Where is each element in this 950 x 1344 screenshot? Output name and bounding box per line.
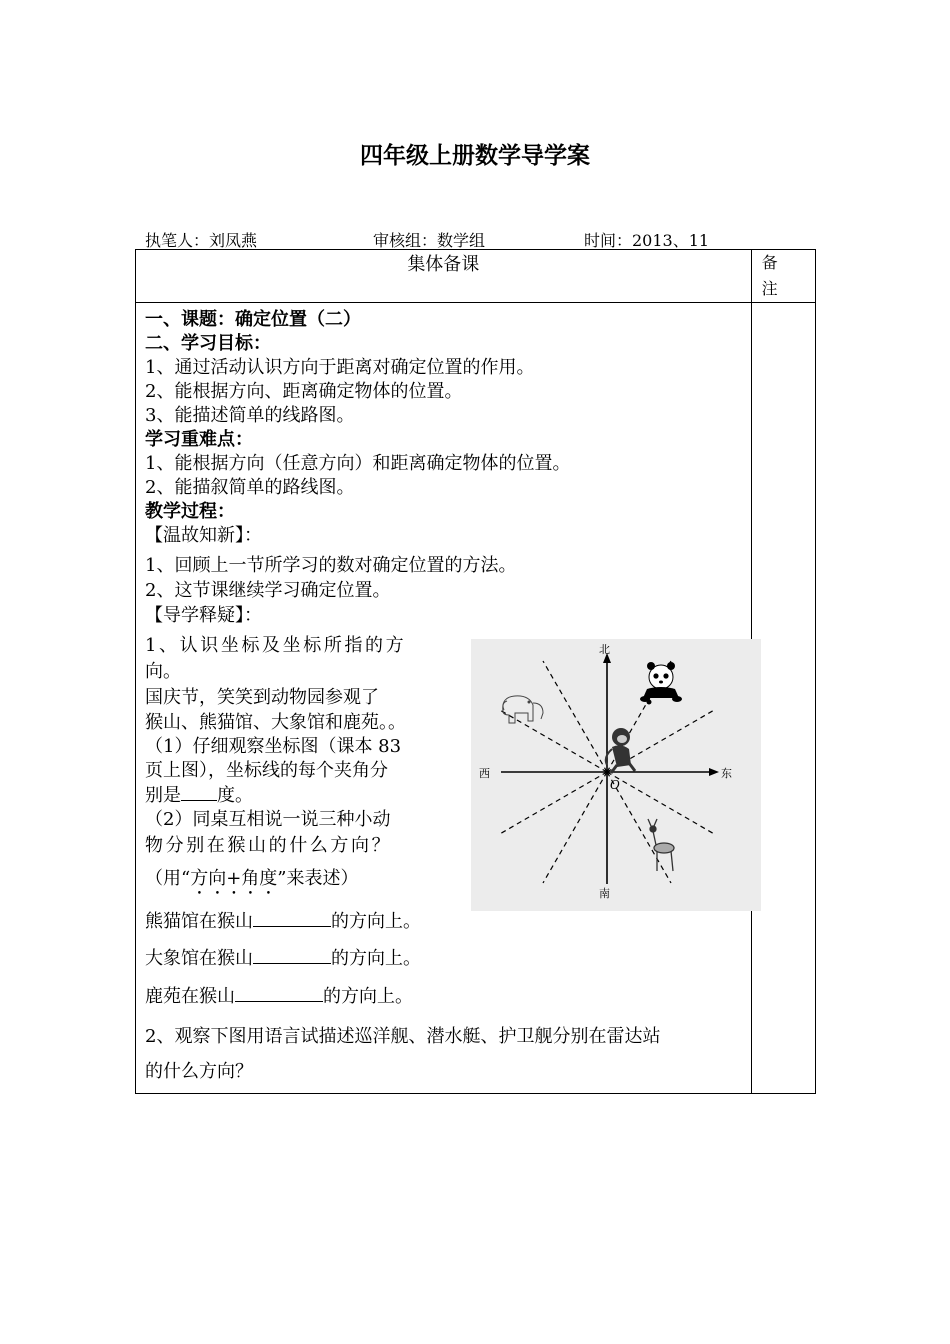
- task-2: （2）同桌互相说一说三种小动: [145, 809, 391, 830]
- guide-heading: 【导学释疑】：: [145, 605, 262, 626]
- west-label: 西: [479, 767, 490, 780]
- process-heading: 教学过程：: [145, 501, 235, 522]
- task-1-angle: 别是 度。: [145, 781, 253, 807]
- question-2-cont: 的什么方向？: [145, 1061, 253, 1082]
- review-heading: 【温故知新】：: [145, 525, 262, 546]
- task-1: （1）仔细观察坐标图（课本 83: [145, 736, 402, 757]
- panda-marker-dot: [647, 700, 652, 705]
- key-point-1: 1、能根据方向（任意方向）和距离确定物体的位置。: [145, 453, 571, 474]
- north-label: 北: [599, 643, 610, 656]
- origin-label: O: [610, 778, 620, 792]
- guide-item-1-cont: 向。: [145, 661, 181, 682]
- panda-icon: [640, 662, 682, 702]
- reviewer-label: 审核组：数学组: [373, 231, 486, 250]
- objective-1: 1、通过活动认识方向于距离对确定位置的作用。: [145, 357, 535, 378]
- south-label: 南: [599, 887, 610, 900]
- zoo-intro: 国庆节，笑笑到动物园参观了: [145, 687, 379, 708]
- document-title: 四年级上册数学导学案: [360, 143, 590, 169]
- header-collective-prep: 集体备课: [136, 250, 752, 303]
- objectives-heading: 二、学习目标：: [145, 333, 271, 354]
- east-label: 东: [721, 767, 732, 780]
- elephant-icon: [503, 696, 543, 723]
- zoo-places: 猴山、熊猫馆、大象馆和鹿苑。。: [145, 712, 406, 733]
- deer-sentence: 鹿苑在猴山 的方向上。: [145, 982, 413, 1008]
- key-point-2: 2、能描叙简单的路线图。: [145, 477, 355, 498]
- time-label: 时间：2013、11: [584, 231, 710, 250]
- key-points-heading: 学习重难点：: [145, 429, 253, 450]
- header-notes: 备注: [751, 250, 815, 303]
- question-2: 2、观察下图用语言试描述巡洋舰、潜水艇、护卫舰分别在雷达站: [145, 1026, 661, 1047]
- east-arrowhead: [709, 768, 719, 776]
- review-item-2: 2、这节课继续学习确定位置。: [145, 580, 391, 601]
- guide-item-1: 1、认识坐标及坐标所指的方: [145, 635, 407, 656]
- angle-blank[interactable]: [181, 782, 217, 801]
- coordinate-figure: [471, 639, 761, 911]
- task-2-hint: （用“方向+角度”来表述）: [145, 868, 359, 889]
- author-label: 执笔人：刘凤燕: [145, 231, 258, 250]
- lesson-content-cell: [136, 303, 752, 1094]
- panda-sentence: 熊猫馆在猴山 的方向上。: [145, 907, 421, 933]
- task-1-cont: 页上图），坐标线的每个夹角分: [145, 760, 388, 781]
- elephant-sentence: 大象馆在猴山 的方向上。: [145, 944, 421, 970]
- objective-2: 2、能根据方向、距离确定物体的位置。: [145, 381, 463, 402]
- review-item-1: 1、回顾上一节所学习的数对确定位置的方法。: [145, 555, 517, 576]
- objective-3: 3、能描述简单的线路图。: [145, 405, 355, 426]
- topic-heading: 一、课题：确定位置（二）: [145, 309, 361, 330]
- lesson-table: [135, 249, 816, 1094]
- task-2-cont: 物分别在猴山的什么方向？: [145, 835, 393, 856]
- deer-icon: [648, 819, 674, 871]
- panda-direction-blank[interactable]: [253, 908, 331, 927]
- elephant-direction-blank[interactable]: [253, 945, 331, 964]
- monkey-icon: [606, 728, 635, 773]
- deer-direction-blank[interactable]: [235, 983, 323, 1002]
